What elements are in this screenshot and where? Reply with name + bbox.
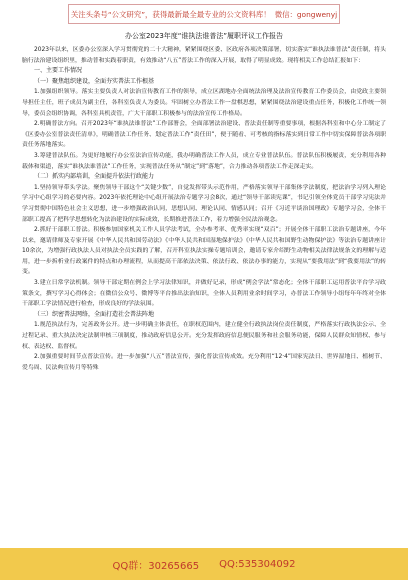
qq-group-text: QQ群：30265665 [112,560,200,572]
paragraph-legal-direction: 2.明确普法方向。召开2023年“谁执法谁普法”工作部署会，全面部署法治建设、普法责任制等重要事项，根据各科室和中心分工制定了《区委办公室普法责任清单》，明确普法工作任务、划定普法工作“责任田”，便于随看、可考核的指标落实到日常工作中切实保障普法各项职责任务落地落实。 [22,121,386,149]
subsection-heading-2: （二）抓实内部培训，全面提升依法行政能力 [34,173,155,181]
bottom-contact-banner [0,548,408,580]
banner-wechat-text: 微信：gongwenyj [274,9,338,19]
qq-text: QQ:535304092 [219,558,296,570]
paragraph-daily-study: 3.建立日常学法机制。领导干部定期在例会上学习法律知识，并做好记录，形成“例会学法”常态化；全体干部职工运用普法平台学习政策条文，撰写学习心得体会；在微信公众号、微博等平台推出法治知识，全体人员利用业余时间学习，办普法工作领导小组每年年终对全体干部职工学法情况进行检查，形成良好的学法氛围。 [22,280,386,308]
paragraph-organization-leadership: 1.加强组织领导。落实主要负责人对法治宣传教育工作的领导，成立区湖地办全面统法治理及法治宣传教育工作委员会，由党政主要领导担任主任，班子成员为副主任，各科室负责人为委员。牢固树立办普法工作一盘棋思想，紧紧围绕法治建设重点任务，积极化工作统一领导，委员会组织协调，各科室具机责管，广大干部职工积极参与的法治宣传工作格局。 [22,89,386,117]
paragraph-key-dates: 2.加强重要时间节点普法宣传。进一步加强“八五”普法宣传，强化普法宣传成效。充分利用“12·4”国家宪法日、世界湿地日、植树节、爱鸟周、民法典宣传月等特殊 [22,354,386,371]
paragraph-staff-education: 2.抓好干部职工普法。积极参加国家机关工作人员学法考试，全办参考率、优秀率实现“双百”；开展全体干部职工法治专题讲座，今年以来，邀请律师及专家开展《中华人民共和国劳动法》《中华人民共和国湿地保护法》《中华人民共和国野生动物保护法》等法治专题讲座计10余次，为增强行政执法人员对执法全员实践的了解，召开科室执法实操专题培训会，邀请专家介绍野生动物相关法律法规条文的理解与适用，进一步拆析业行政案件的特点和办理流程，从而提高干部依法决策、依法行政、依法办事的能力，实现从“要我用法”到“我要用法”的转变。 [22,227,386,276]
banner-text: 关注头条号“公文研究”，获得最新最全最专业的公文资料库！ [70,9,271,19]
subsection-heading-3: （三）织密普法网络，全面打造社会普法阵地 [34,310,155,318]
document-body [22,30,386,373]
top-promo-banner [68,4,340,24]
subsection-heading-1: （一）聚焦组织建设，全面夯实普法工作根基 [34,77,155,85]
paragraph-leaders-study: 1.坚持领导带头学法。聚焦领导干部这个“关键少数”，自觉发挥带头示范作用，严格落实领导干部集体学法制度，把法治学习列入理论学习中心组学习的必要内容。2023年依托理论中心组开展法治专题学习会8次，通过“领导干部读宪课”，书记引领全体党员干部学习宪法并学习贯彻中国特色社会主义思想，进一步增强政治认同，思想认同、理论认同、情感认同；召开《习近平谈治国理政》专题学习会，全体干部职工提高了把科学思想转化为法治建设的实际成效，长期推进普法工作，着力增强全民法治观念。 [22,184,386,223]
paragraph-law-enforcement: 1.规范执法行为，完善政务公开。进一步明确主体责任，在职权范围内，建立健全行政执法岗位责任制度，严格落实行政执法公示、全过程记录、重大执法决定法制审核三项制度，推动政府信息公开。充分发挥政府信息便民服务和社会服务功能，保障人民群众知情权、参与权、表达权、监督权。 [22,322,386,350]
intro-paragraph: 2023年以来，区委办公室深入学习贯彻党的二十大精神，紧紧围绕区委、区政府各项决策部署，切实落实“谁执法谁普法”责任制，将头脑行法治建设组织里，推动普和实践着职责，有效推动“八五”普法工作的深入开展，取得了明显成效。现将相关工作总结汇报如下： [22,47,386,64]
section-heading-1: 一、主要工作情况 [34,67,83,75]
paragraph-legal-team: 3.筹建普法队伍。为更好地履行办公室法治宣传功能，我办明确普法工作人员，成立专业普法队伍。普法队伍积极履责，充分利用各种载体和渠道，落实“谁执法谁普法”工作任务，实现普法任务从“制定”到“落地”，合力推动各项普法工作走深走实。 [22,152,386,170]
document-title: 办公室2023年度“谁执法谁普法”履职评议工作报告 [124,32,284,40]
